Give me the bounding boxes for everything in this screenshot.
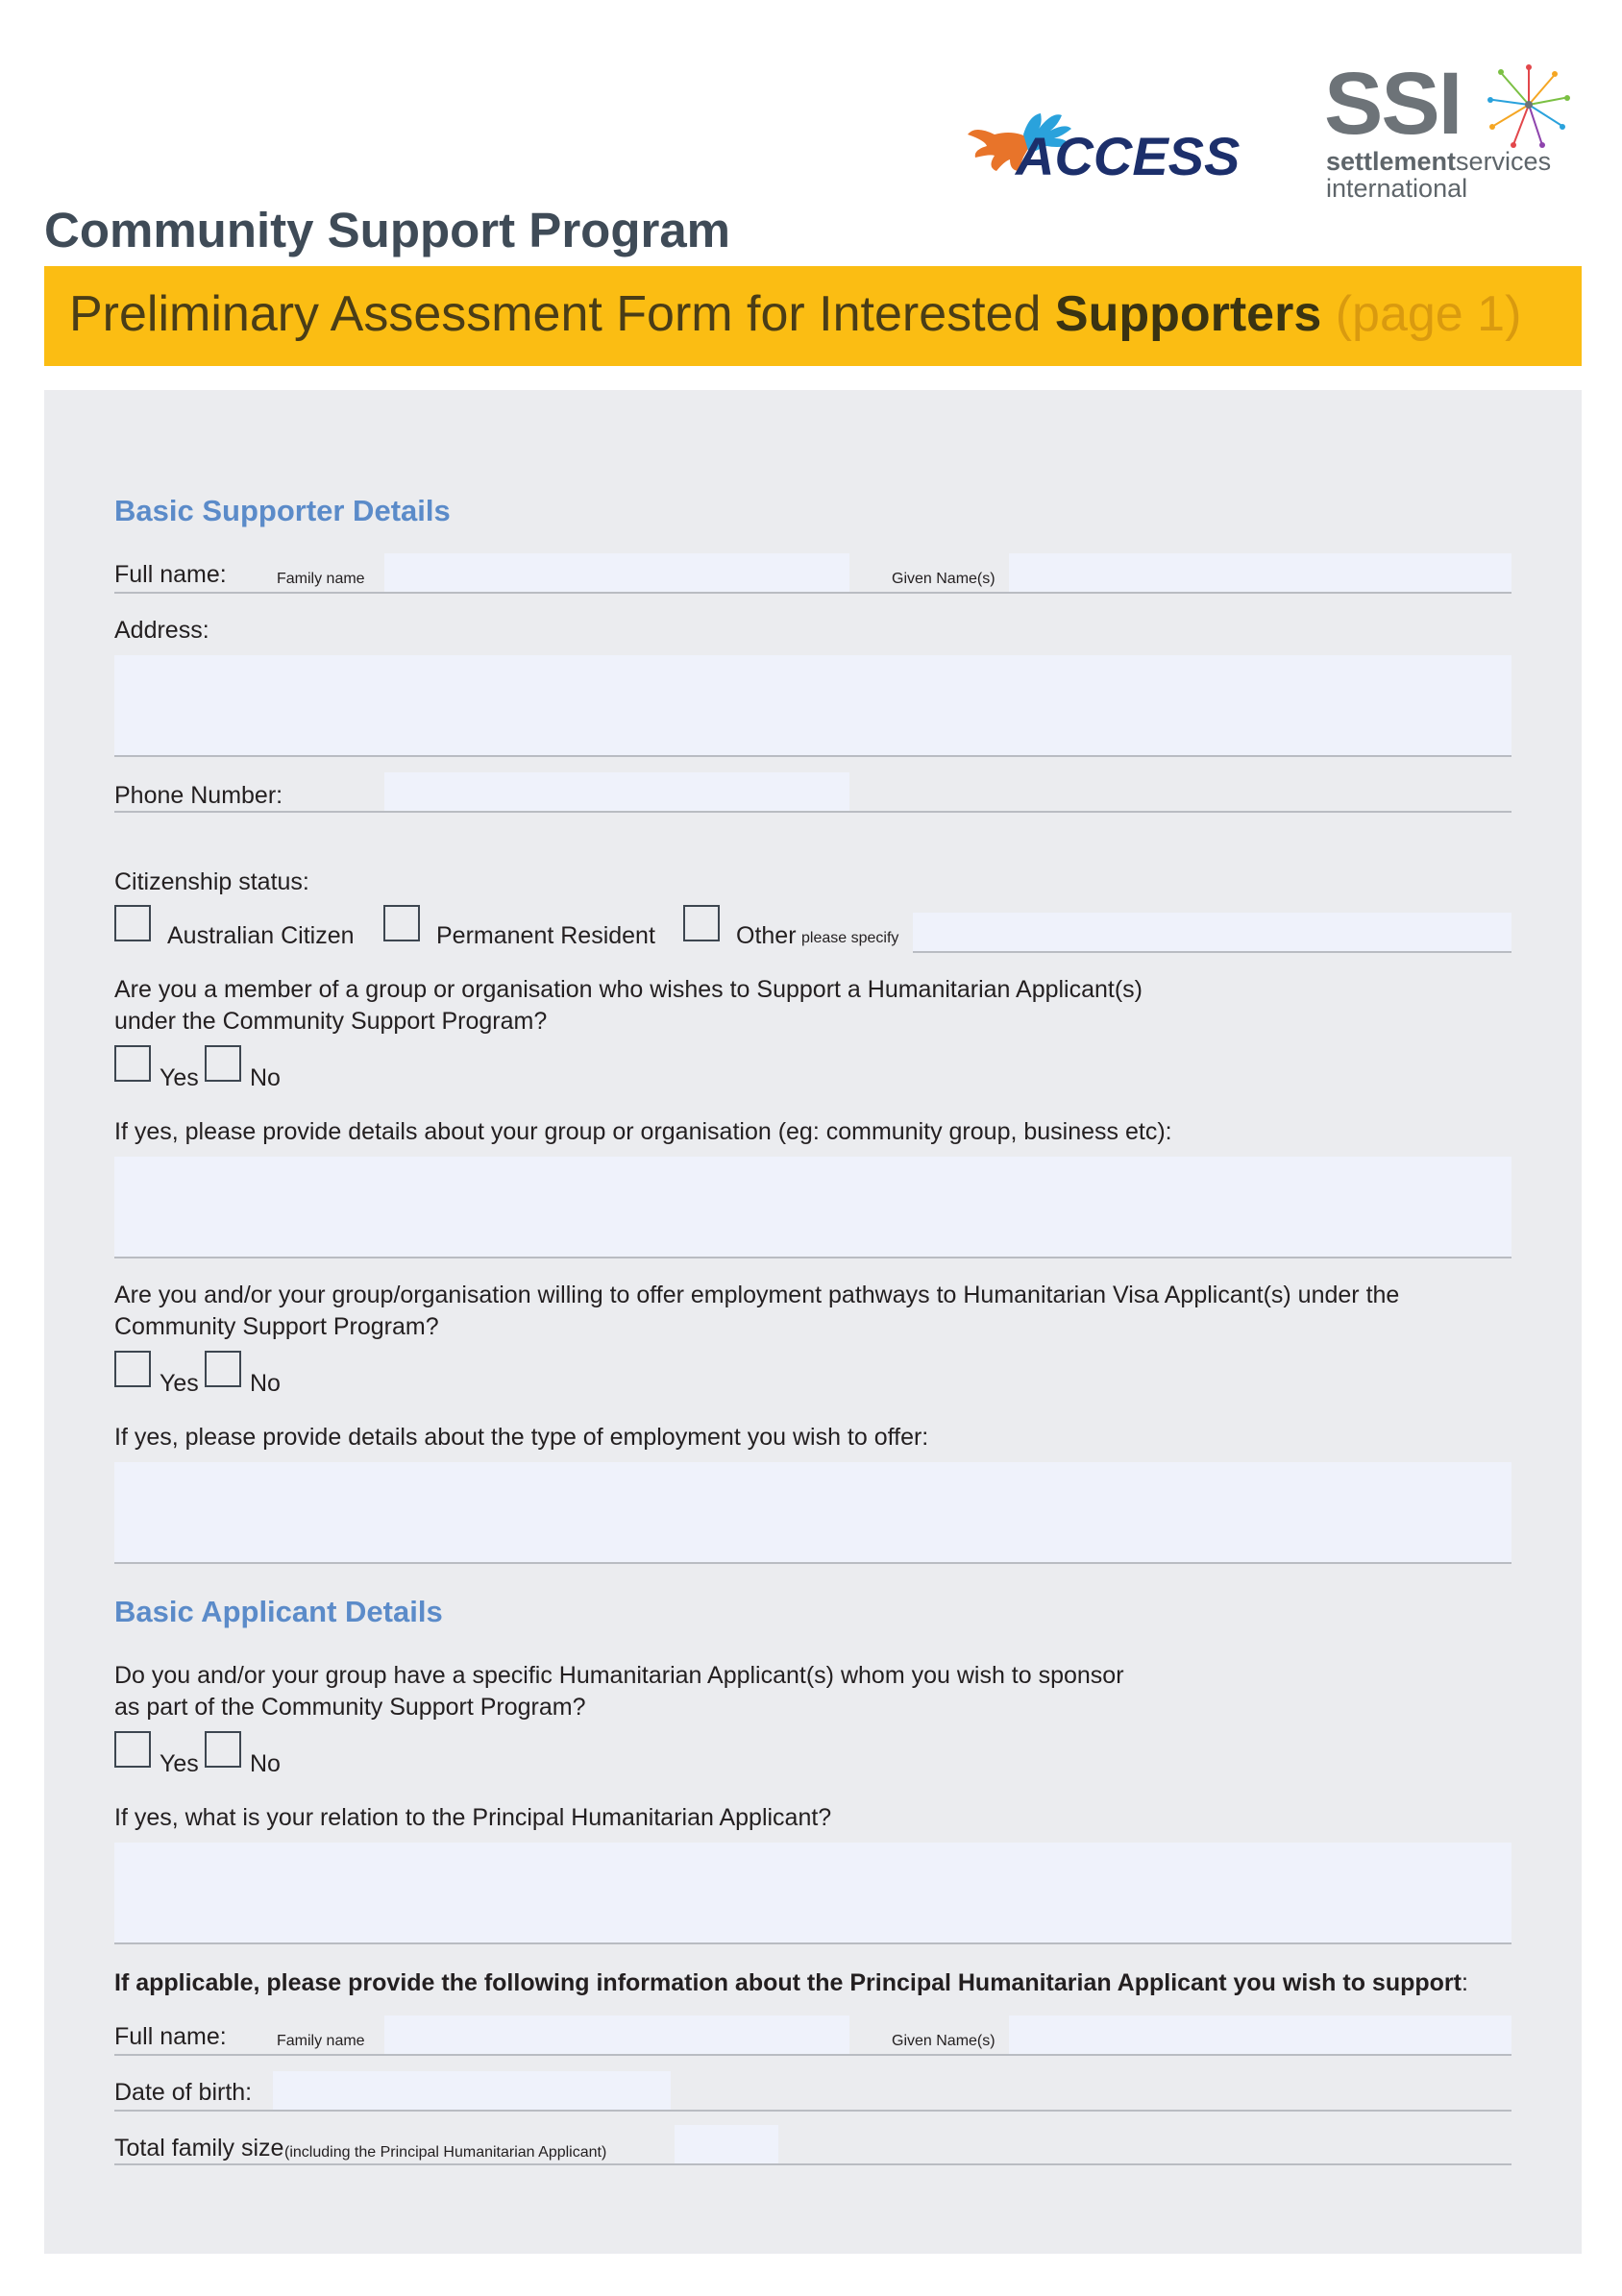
divider [114,2163,1511,2165]
divider [913,951,1511,953]
applicant-section-heading: Basic Applicant Details [114,1595,443,1628]
family-size-note: (including the Principal Humanitarian Applicant) [284,2144,607,2161]
applicant-family-name-label: Family name [277,2033,365,2049]
banner-title: Preliminary Assessment Form for Interested Supporters (page 1) [69,286,1522,342]
group-member-yes-label: Yes [160,1064,199,1091]
family-size-label: Total family size [114,2135,284,2162]
group-member-question: Are you a member of a group or organisation who wishes to Support a Humanitarian Applicant(s) under the Community Support Program? [114,976,1143,1035]
divider [114,1562,1511,1564]
group-details-field[interactable] [114,1157,1511,1257]
permanent-resident-label: Permanent Resident [436,922,655,949]
supporter-family-name-label: Family name [277,571,365,587]
supporter-given-name-field[interactable] [1009,553,1511,592]
australian-citizen-label: Australian Citizen [167,922,355,949]
supporter-given-name-label: Given Name(s) [892,571,995,587]
address-field[interactable] [114,655,1511,755]
access-logo-text: ACCESS [1016,126,1241,186]
employment-details-field[interactable] [114,1462,1511,1562]
employment-question: Are you and/or your group/organisation willing to offer employment pathways to Humanitarian Visa Applicant(s) under the Community Support Program? [114,1282,1400,1340]
phone-field[interactable] [384,772,849,811]
page-title: Community Support Program [44,203,731,257]
employment-yes-checkbox[interactable] [114,1351,151,1387]
other-citizenship-field[interactable] [913,913,1511,951]
applicant-family-name-field[interactable] [384,2015,849,2054]
ssi-line-2: international [1326,174,1468,203]
applicant-full-name-label: Full name: [114,2023,227,2050]
form-panel [44,390,1582,2254]
dob-field[interactable] [273,2071,671,2110]
relation-field[interactable] [114,1843,1511,1942]
phone-label: Phone Number: [114,782,283,809]
please-specify-label: please specify [801,930,899,946]
form-banner [44,266,1582,366]
group-member-no-checkbox[interactable] [205,1045,241,1082]
employment-no-checkbox[interactable] [205,1351,241,1387]
relation-label: If yes, what is your relation to the Principal Humanitarian Applicant? [114,1804,832,1831]
starburst-icon [1486,61,1572,148]
other-citizenship-checkbox[interactable] [683,905,720,941]
divider [114,592,1511,594]
specific-applicant-no-checkbox[interactable] [205,1731,241,1768]
address-label: Address: [114,617,209,644]
access-logo [966,96,1264,192]
supporter-full-name-label: Full name: [114,561,227,588]
ssi-logo [1324,55,1584,204]
specific-applicant-yes-checkbox[interactable] [114,1731,151,1768]
specific-applicant-no-label: No [250,1750,281,1777]
supporter-section-heading: Basic Supporter Details [114,494,451,527]
applicant-info-instruction: If applicable, please provide the following information about the Principal Humanitarian Applicant you wish to support: [114,1969,1468,1996]
applicant-given-name-label: Given Name(s) [892,2033,995,2049]
other-citizenship-label: Other [736,922,797,949]
divider [114,2110,1511,2112]
divider [114,811,1511,813]
specific-applicant-question: Do you and/or your group have a specific Humanitarian Applicant(s) whom you wish to sponsor as part of the Community Support Program? [114,1662,1124,1721]
employment-yes-label: Yes [160,1370,199,1397]
employment-details-label: If yes, please provide details about the type of employment you wish to offer: [114,1424,929,1451]
citizenship-label: Citizenship status: [114,868,309,895]
group-details-label: If yes, please provide details about your group or organisation (eg: community group, business etc): [114,1118,1172,1145]
specific-applicant-yes-label: Yes [160,1750,199,1777]
permanent-resident-checkbox[interactable] [383,905,420,941]
australian-citizen-checkbox[interactable] [114,905,151,941]
dob-label: Date of birth: [114,2079,253,2106]
group-member-no-label: No [250,1064,281,1091]
divider [114,2054,1511,2056]
employment-no-label: No [250,1370,281,1397]
divider [114,1257,1511,1258]
divider [114,755,1511,757]
divider [114,1942,1511,1944]
family-size-field[interactable] [675,2125,778,2163]
supporter-family-name-field[interactable] [384,553,849,592]
group-member-yes-checkbox[interactable] [114,1045,151,1082]
ssi-logo-mark: SSI [1324,55,1462,153]
ssi-line-1: settlementservices [1326,147,1552,176]
applicant-given-name-field[interactable] [1009,2015,1511,2054]
